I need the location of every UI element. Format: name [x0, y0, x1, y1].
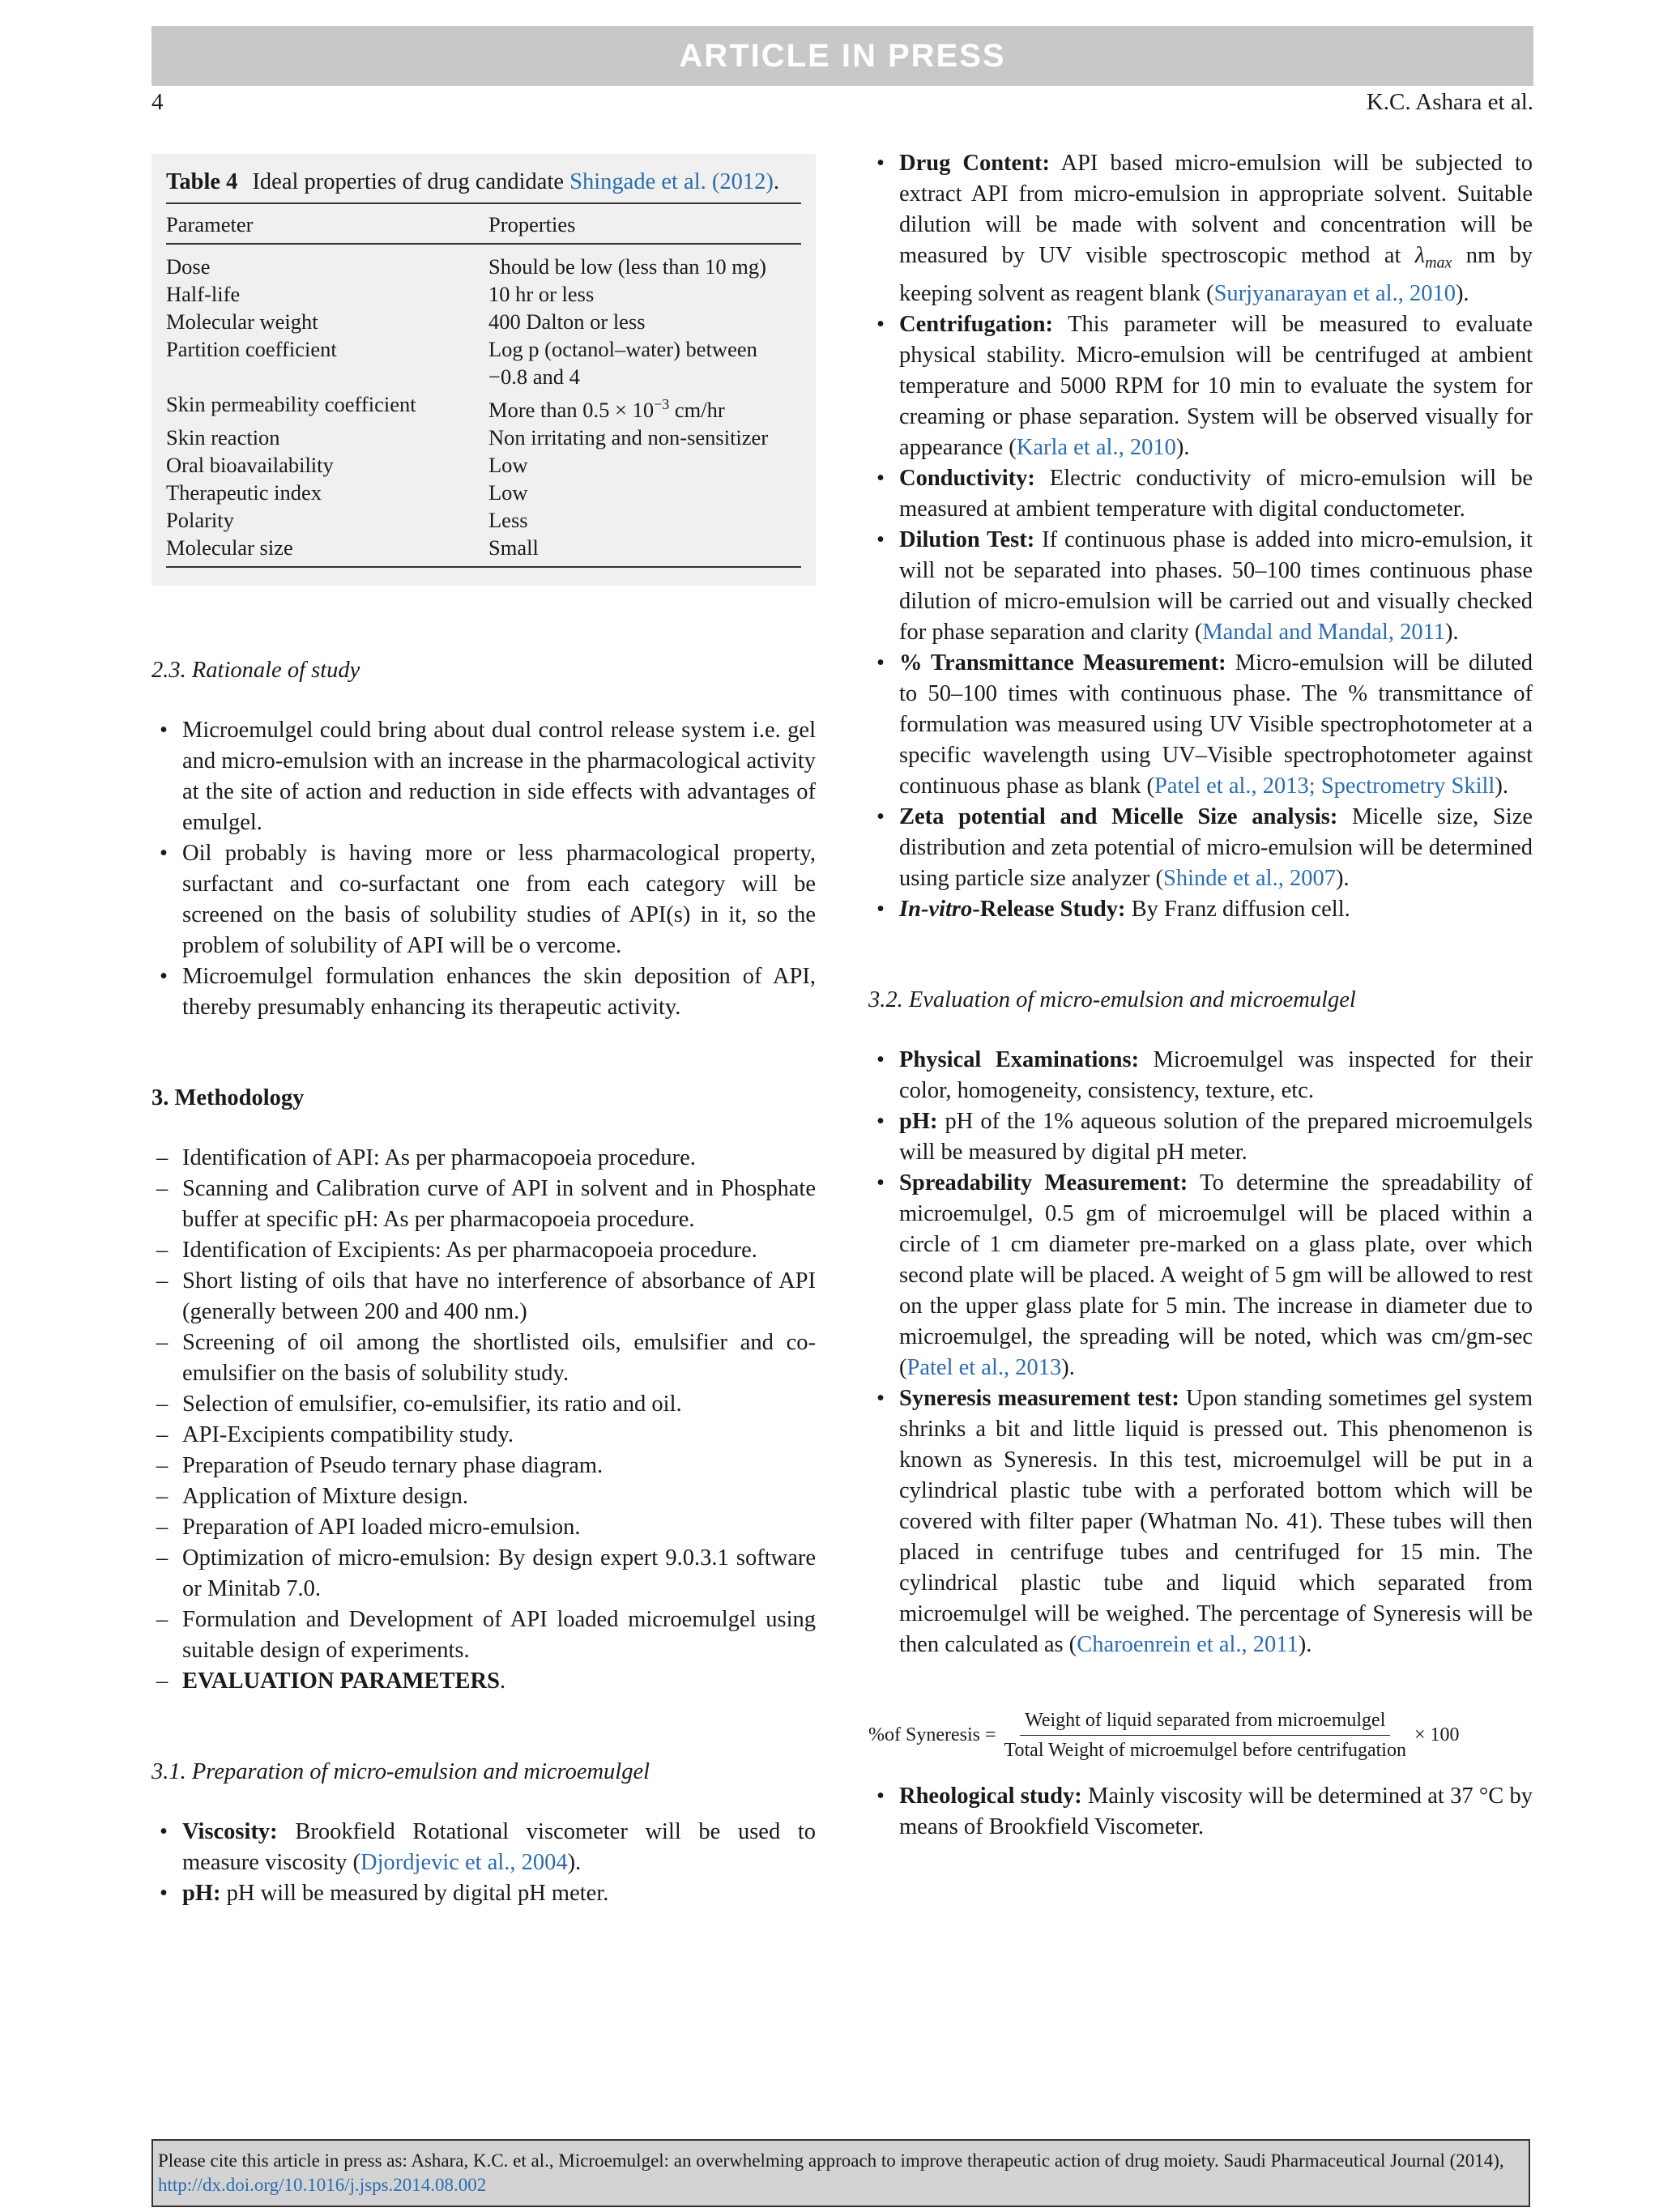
- item-text: By Franz diffusion cell.: [1125, 896, 1350, 922]
- list-item: [151, 1666, 816, 1697]
- list-item: [868, 309, 1533, 463]
- table-cell: Molecular size: [166, 534, 488, 567]
- table-cell: Therapeutic index: [166, 479, 322, 505]
- table-row: [166, 451, 801, 479]
- item-text: pH will be measured by digital pH meter.: [220, 1880, 609, 1906]
- list-item: [868, 1383, 1533, 1660]
- item-text: This parameter will be measured to evaluate physical stability. Micro-emulsion will be centrifuged at ambient temperature and 5000 RPM for 10 min to evaluate the system for creaming or phase separation. System will be observed visually for appearance (: [899, 311, 1533, 460]
- table-row: [166, 308, 801, 335]
- section-2-3-title: 2.3. Rationale of study: [151, 657, 360, 683]
- item-text: If continuous phase is added into micro-emulsion, it will not be separated into phases. 50–100 times continuous phase dilution of micro-emulsion will be carried out and visually checked for phase separation and clarity (: [899, 526, 1533, 645]
- lambda-symbol: λ: [1414, 243, 1426, 268]
- cell-text: More than 0.5 × 10: [488, 397, 655, 422]
- item-lead-italic: In-vitro: [899, 896, 973, 922]
- table-row: [166, 390, 801, 424]
- item-end: ).: [1061, 1354, 1075, 1380]
- item-end: ).: [1495, 773, 1508, 799]
- item-text: Brookfield Rotational viscometer will be used to measure viscosity (: [182, 1818, 816, 1875]
- table-cell: Dose: [166, 254, 211, 279]
- list-item: [868, 648, 1533, 802]
- list-item: [868, 148, 1533, 309]
- item-text: Mainly viscosity will be determined at 37 °C by means of Brookfield Viscometer.: [899, 1783, 1533, 1839]
- citation-link[interactable]: Mandal and Mandal, 2011: [1202, 619, 1446, 645]
- table-cell: Oral bioavailability: [166, 452, 334, 477]
- item-end: ).: [1455, 280, 1469, 306]
- list-item: [868, 1781, 1533, 1843]
- table-cell: Partition coefficient: [166, 337, 337, 361]
- item-text: Upon standing sometimes gel system shrinks a bit and little liquid is pressed out. This phenomenon is known as Syneresis. In this test, microemulgel will be put in a cylindrical plastic tube with a perforated bottom which will be covered with filter paper (Whatman No. 41). These tubes will then placed in centrifuge tubes and centrifuged for 15 min. The cylindrical plastic tube and liquid which separated from microemulgel will be weighed. The percentage of Syneresis will be then calculated as (: [899, 1385, 1533, 1657]
- column-header: Properties: [488, 203, 801, 244]
- item-lead: Syneresis measurement test:: [899, 1385, 1179, 1411]
- item-lead: Drug Content:: [899, 151, 1051, 176]
- table-cell: Less: [488, 507, 528, 532]
- table-cell: Low: [488, 479, 528, 505]
- footer-text: Please cite this article in press as: Ashara, K.C. et al., Microemulgel: an overwhelming approach to improve therapeutic action of drug moiety. Saudi Pharmaceutical Journal (2014),: [158, 2150, 1504, 2171]
- table-cell: 10 hr or less: [488, 282, 595, 306]
- list-item: – Formulation and Development of API loaded microemulgel using suitable design of experiments.: [151, 1605, 816, 1666]
- item-lead: Conductivity:: [899, 465, 1035, 491]
- table-label: Table 4: [166, 169, 238, 194]
- list-item: [151, 1817, 816, 1878]
- table-cell: Skin reaction: [166, 424, 280, 450]
- superscript: −3: [654, 396, 670, 412]
- right-column: [868, 148, 1533, 1843]
- table-row: [166, 479, 801, 506]
- table-row: [166, 335, 801, 390]
- table-cell: Non irritating and non-sensitizer: [488, 424, 769, 450]
- section-3-title: 3. Methodology: [151, 1085, 305, 1110]
- item-text: Electric conductivity of micro-emulsion will be measured at ambient temperature with digital conductometer.: [899, 465, 1533, 522]
- formula-fraction: [1000, 1707, 1411, 1763]
- item-end: .: [499, 1668, 506, 1694]
- item-end: ).: [1335, 865, 1350, 891]
- table-cell: Polarity: [166, 507, 234, 532]
- doi-link[interactable]: http://dx.doi.org/10.1016/j.jsps.2014.08.002: [158, 2175, 487, 2195]
- table-caption: [166, 167, 801, 198]
- section-3-1-title: 3.1. Preparation of micro-emulsion and microemulgel: [151, 1758, 650, 1784]
- evaluation-list-top: [868, 148, 1533, 925]
- syneresis-formula: [868, 1707, 1533, 1763]
- item-end: ).: [1445, 619, 1459, 645]
- table-cell: Low: [488, 452, 528, 477]
- table-cell: Should be low (less than 10 mg): [488, 254, 766, 279]
- item-lead: Zeta potential and Micelle Size analysis:: [899, 803, 1338, 829]
- list-item: – Scanning and Calibration curve of API in solvent and in Phosphate buffer at specific pH: As per pharmacopoeia procedure.: [151, 1174, 816, 1235]
- table-header-row: [166, 203, 801, 244]
- page-number: 4: [151, 89, 164, 115]
- citation-link[interactable]: Surjyanarayan et al., 2010: [1213, 280, 1456, 306]
- item-end: ).: [567, 1849, 582, 1875]
- citation-link[interactable]: Charoenrein et al., 2011: [1077, 1631, 1299, 1657]
- item-lead: Physical Examinations:: [899, 1046, 1140, 1072]
- list-item: – Preparation of API loaded micro-emulsion.: [151, 1512, 816, 1543]
- item-text: Micelle size, Size distribution and zeta potential of micro-emulsion will be determined using particle size analyzer (: [899, 803, 1533, 891]
- list-item: [868, 1045, 1533, 1106]
- table-row: [166, 534, 801, 567]
- cell-unit: cm/hr: [669, 397, 725, 422]
- formula-rhs: × 100: [1414, 1724, 1460, 1746]
- evaluation-parameters-label: EVALUATION PARAMETERS: [182, 1668, 500, 1694]
- item-lead: Spreadability Measurement:: [899, 1170, 1188, 1196]
- left-column: [151, 154, 816, 1909]
- list-item: [868, 525, 1533, 648]
- list-item: • Microemulgel formulation enhances the skin deposition of API, thereby presumably enhancing its therapeutic activity.: [151, 961, 816, 1023]
- list-item: – API-Excipients compatibility study.: [151, 1420, 816, 1451]
- list-item: [868, 1106, 1533, 1168]
- formula-denominator: Total Weight of microemulgel before centrifugation: [1004, 1739, 1406, 1761]
- list-item: – Identification of Excipients: As per pharmacopoeia procedure.: [151, 1235, 816, 1266]
- lambda-subscript: max: [1425, 254, 1452, 272]
- running-header-authors: K.C. Ashara et al.: [1366, 89, 1533, 115]
- list-item: – Screening of oil among the shortlisted oils, emulsifier and co-emulsifier on the basis of solubility study.: [151, 1328, 816, 1389]
- formula-numerator: Weight of liquid separated from microemulgel: [1020, 1707, 1390, 1736]
- item-text: To determine the spreadability of microemulgel, 0.5 gm of microemulgel will be placed within a circle of 1 cm diameter pre-marked on a glass plate, over which second plate will be placed. A weight of 5 gm will be allowed to rest on the upper glass plate for 5 min. The increase in diameter due to microemulgel, the spreading will be noted, which was cm/gm-sec (: [899, 1170, 1533, 1380]
- list-item: • Oil probably is having more or less pharmacological property, surfactant and co-surfactant one from each category will be screened on the basis of solubility studies of API(s) in it, so the problem of solubility of API will be o vercome.: [151, 838, 816, 961]
- item-text: pH of the 1% aqueous solution of the prepared microemulgels will be measured by digital pH meter.: [899, 1108, 1533, 1165]
- table-cell: Small: [488, 534, 801, 567]
- list-item: [151, 1878, 816, 1909]
- rationale-list: [151, 715, 816, 1023]
- list-item: – Identification of API: As per pharmacopoeia procedure.: [151, 1143, 816, 1174]
- evaluation-list: [868, 1045, 1533, 1660]
- rheology-list: [868, 1781, 1533, 1843]
- item-end: ).: [1175, 434, 1190, 460]
- item-end: ).: [1298, 1631, 1312, 1657]
- table-cell: Molecular weight: [166, 309, 318, 334]
- table-cell: Half-life: [166, 282, 241, 306]
- item-lead: Centrifugation:: [899, 311, 1053, 337]
- table-row: [166, 424, 801, 451]
- list-item: – Application of Mixture design.: [151, 1481, 816, 1512]
- list-item: • Microemulgel could bring about dual control release system i.e. gel and micro-emulsion with an increase in the pharmacological activity at the site of action and reduction in side effects with advantages of emulgel.: [151, 715, 816, 838]
- table-row: [166, 280, 801, 308]
- table-caption-text: Ideal properties of drug candidate: [252, 169, 565, 194]
- table-cell: 400 Dalton or less: [488, 309, 646, 334]
- caption-end: .: [773, 169, 779, 194]
- item-lead: Viscosity:: [182, 1818, 278, 1844]
- table-4: [151, 154, 816, 586]
- item-text: nm by keeping solvent as reagent blank (: [899, 243, 1533, 306]
- item-lead: % Transmittance Measurement:: [899, 650, 1226, 676]
- item-text: Micro-emulsion will be diluted to 50–100 times with continuous phase. The % transmittance of formulation was measured using UV Visible spectrophotometer at a specific wavelength using UV–Visible spectrophotometer against continuous phase as blank (: [899, 650, 1533, 799]
- column-header: Parameter: [166, 203, 488, 244]
- list-item: [868, 894, 1533, 925]
- list-item: – Optimization of micro-emulsion: By design expert 9.0.3.1 software or Minitab 7.0.: [151, 1543, 816, 1605]
- list-item: – Short listing of oils that have no interference of absorbance of API (generally between 200 and 400 nm.): [151, 1266, 816, 1328]
- table-cell: [488, 390, 801, 424]
- citation-link[interactable]: Shingade et al. (2012): [569, 169, 774, 194]
- table-row: [166, 244, 801, 280]
- item-lead: -Release Study:: [972, 896, 1126, 922]
- citation-footer: [151, 2139, 1530, 2207]
- table-cell: Log p (octanol–water) between −0.8 and 4: [488, 337, 757, 389]
- list-item: – Preparation of Pseudo ternary phase diagram.: [151, 1451, 816, 1481]
- item-lead: Dilution Test:: [899, 526, 1035, 552]
- item-lead: Rheological study:: [899, 1783, 1082, 1809]
- section-3-2-title: 3.2. Evaluation of micro-emulsion and microemulgel: [868, 987, 1356, 1012]
- preparation-list: [151, 1817, 816, 1909]
- methodology-list: [151, 1143, 816, 1697]
- citation-link[interactable]: Shinde et al., 2007: [1163, 865, 1336, 891]
- item-text: Microemulgel was inspected for their color, homogeneity, consistency, texture, etc.: [899, 1046, 1533, 1103]
- table-cell: Skin permeability coefficient: [166, 392, 416, 416]
- list-item: [868, 1168, 1533, 1383]
- list-item: [868, 802, 1533, 894]
- citation-link[interactable]: Karla et al., 2010: [1016, 434, 1176, 460]
- properties-table: [166, 202, 801, 568]
- item-lead: pH:: [899, 1108, 938, 1134]
- formula-lhs: %of Syneresis =: [868, 1724, 996, 1746]
- item-lead: pH:: [182, 1880, 221, 1906]
- citation-link[interactable]: Djordjevic et al., 2004: [360, 1849, 568, 1875]
- citation-link[interactable]: Patel et al., 2013; Spectrometry Skill: [1154, 773, 1495, 799]
- item-text: API based micro-emulsion will be subjected to extract API from micro-emulsion in appropriate solvent. Suitable dilution will be made with solvent and concentration will be measured by UV visible spectroscopic method at: [899, 151, 1533, 268]
- list-item: [868, 463, 1533, 525]
- table-row: [166, 506, 801, 534]
- list-item: – Selection of emulsifier, co-emulsifier, its ratio and oil.: [151, 1389, 816, 1420]
- article-in-press-banner: ARTICLE IN PRESS: [151, 26, 1533, 86]
- citation-link[interactable]: Patel et al., 2013: [906, 1354, 1062, 1380]
